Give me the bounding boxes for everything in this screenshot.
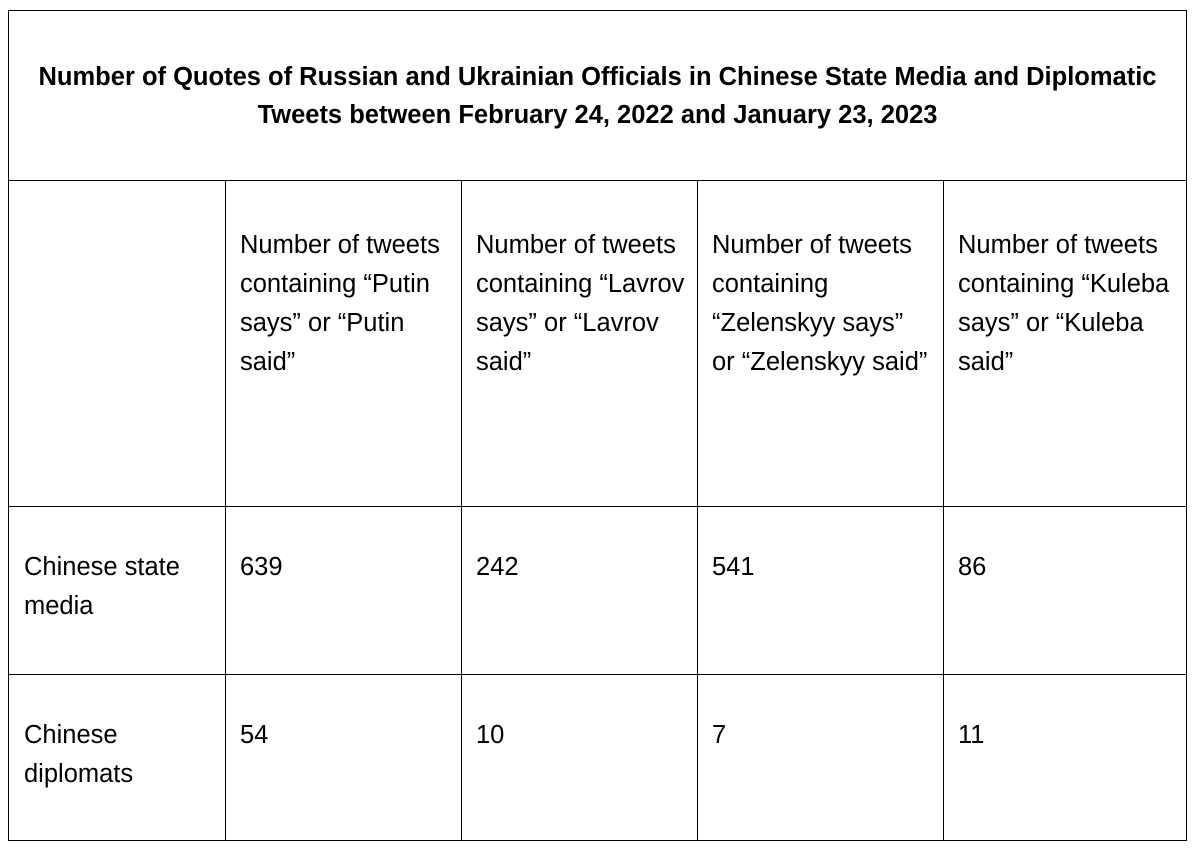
table-title: Number of Quotes of Russian and Ukrainian Officials in Chinese State Media and Diplomatic Tweets between February 24, 2022 and January 23, 2023 [38, 62, 1157, 129]
header-cell-zelenskyy: Number of tweets containing “Zelenskyy says” or “Zelenskyy said” [712, 231, 928, 376]
row-label-state-media: Chinese state media [24, 553, 180, 620]
data-table [8, 10, 1187, 841]
cell-diplomats-kuleba: 11 [958, 721, 985, 749]
cell-state-media-lavrov: 242 [476, 553, 519, 581]
cell-diplomats-lavrov: 10 [476, 721, 505, 749]
header-cell-lavrov: Number of tweets containing “Lavrov says” or “Lavrov said” [476, 231, 685, 376]
cell-diplomats-zelenskyy: 7 [712, 721, 727, 749]
header-cell-empty [9, 181, 225, 506]
table-title-row [9, 11, 1186, 181]
header-cell-kuleba: Number of tweets containing “Kuleba says” or “Kuleba said” [958, 231, 1170, 376]
cell-state-media-kuleba: 86 [958, 553, 987, 581]
cell-diplomats-putin: 54 [240, 721, 269, 749]
row-label-diplomats: Chinese diplomats [24, 721, 134, 788]
header-cell-putin: Number of tweets containing “Putin says” or “Putin said” [240, 231, 440, 376]
table-grid [9, 181, 1186, 841]
cell-state-media-putin: 639 [240, 553, 283, 581]
cell-state-media-zelenskyy: 541 [712, 553, 755, 581]
